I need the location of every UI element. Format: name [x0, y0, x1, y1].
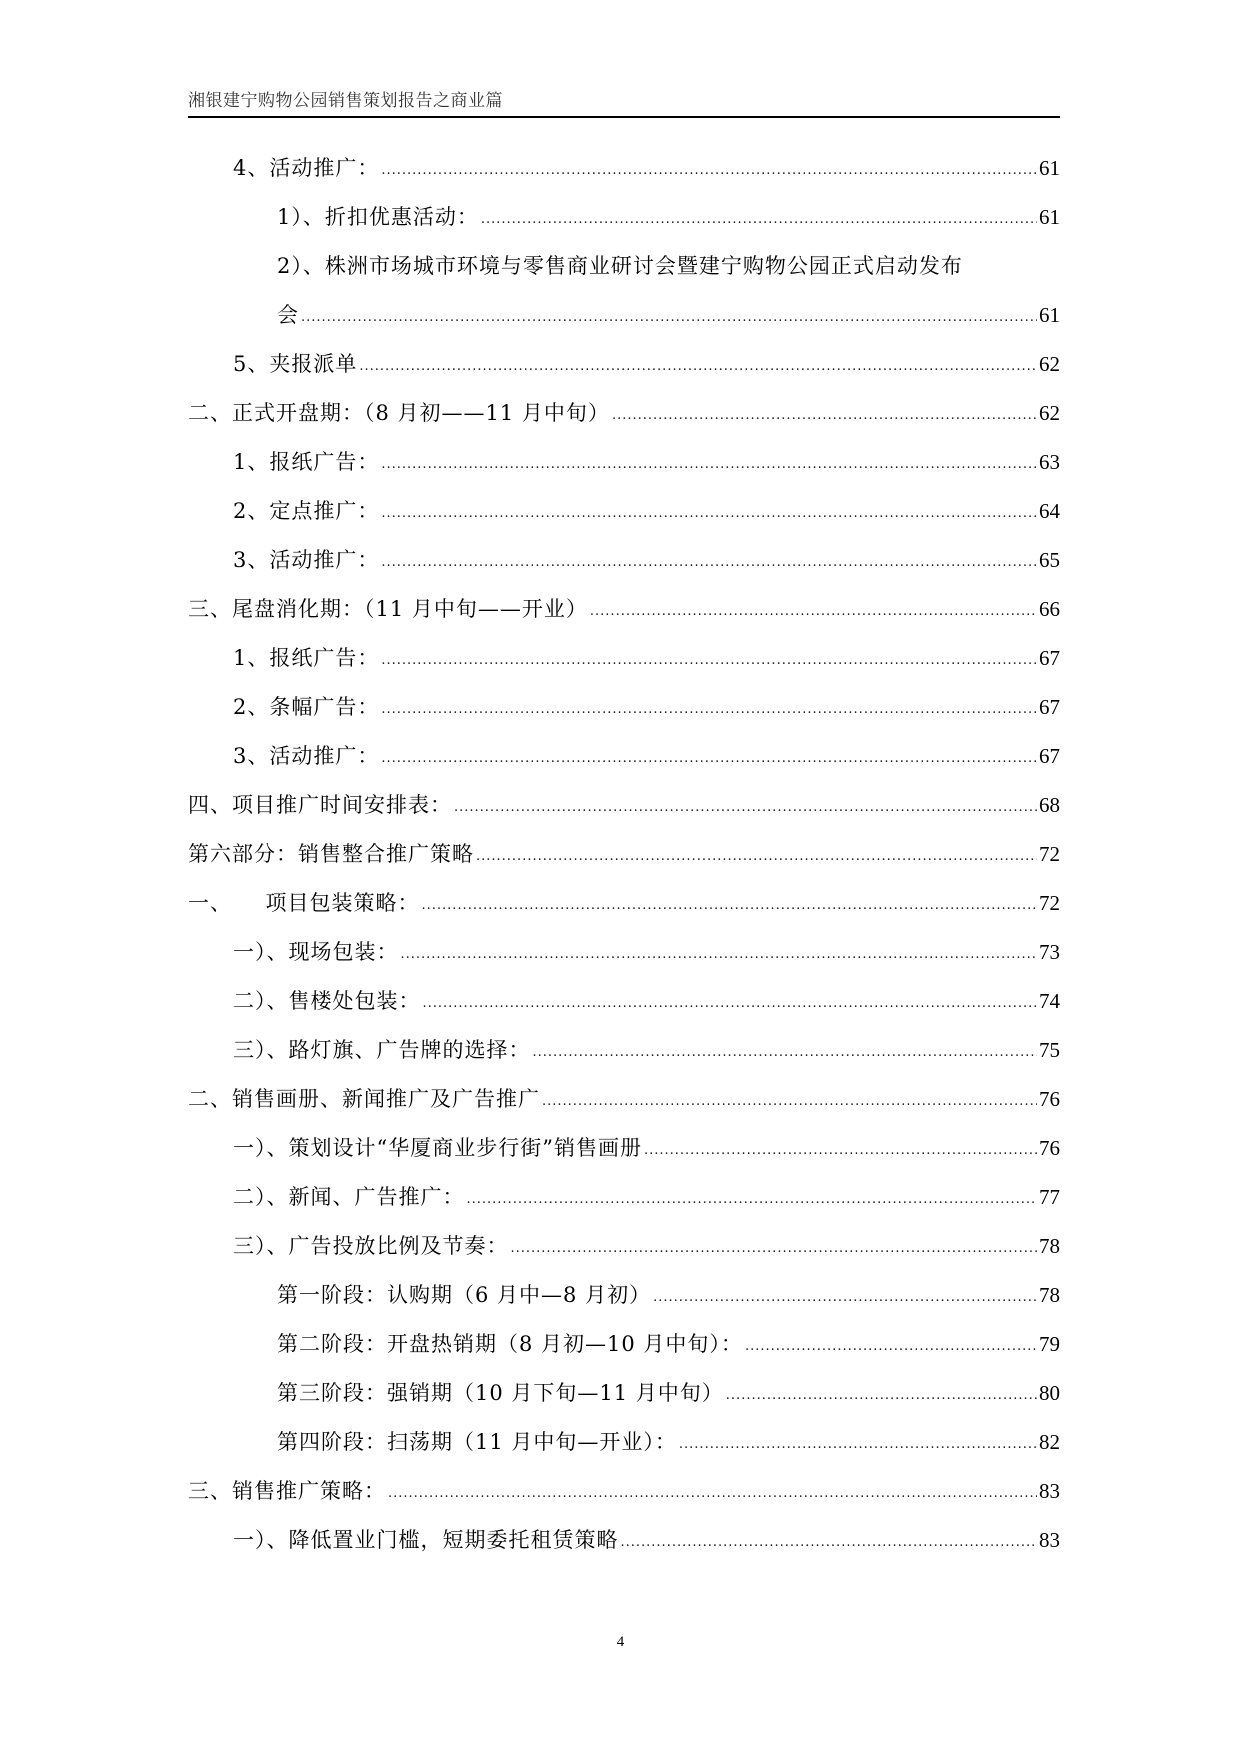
toc-entry[interactable]	[188, 597, 1060, 646]
toc-entry[interactable]	[188, 842, 1060, 891]
toc-dot-leader	[644, 1136, 1037, 1161]
toc-entry-title: 4、活动推广：	[233, 156, 380, 180]
toc-entry-page: 62	[1039, 401, 1060, 425]
toc-entry-page: 61	[1039, 303, 1060, 327]
toc-entry-title: 三）、广告投放比例及节奏：	[233, 1234, 509, 1258]
toc-entry[interactable]	[188, 303, 1060, 352]
toc-entry-page: 67	[1039, 646, 1060, 670]
toc-entry-title: 第二阶段：开盘热销期（8 月初—10 月中旬）：	[277, 1332, 743, 1356]
toc-entry-title: 1、报纸广告：	[233, 450, 380, 474]
toc-dot-leader	[423, 989, 1038, 1014]
toc-dot-leader	[422, 891, 1038, 916]
page-number: 4	[616, 1634, 625, 1650]
toc-entry[interactable]	[188, 1283, 1060, 1332]
toc-dot-leader	[467, 1185, 1038, 1210]
toc-entry[interactable]	[188, 744, 1060, 793]
toc-dot-leader	[542, 1087, 1037, 1112]
toc-entry[interactable]	[188, 1038, 1060, 1087]
toc-entry-page: 64	[1039, 499, 1060, 523]
toc-entry-title: 会	[277, 303, 299, 327]
toc-entry-title: 四、项目推广时间安排表：	[188, 793, 452, 817]
toc-entry-title: 三、销售推广策略：	[188, 1479, 386, 1503]
toc-entry[interactable]	[188, 1479, 1060, 1528]
toc-entry[interactable]	[188, 989, 1060, 1038]
toc-entry-page: 67	[1039, 695, 1060, 719]
toc-entry[interactable]	[188, 1136, 1060, 1185]
toc-dot-leader	[745, 1332, 1037, 1357]
toc-entry-title: 3、活动推广：	[233, 744, 380, 768]
toc-entry-page: 67	[1039, 744, 1060, 768]
toc-entry[interactable]	[188, 205, 1060, 254]
toc-dot-leader	[590, 597, 1037, 622]
toc-entry[interactable]	[188, 793, 1060, 842]
toc-entry-page: 68	[1039, 793, 1060, 817]
toc-entry-page: 61	[1039, 205, 1060, 229]
toc-entry-page: 65	[1039, 548, 1060, 572]
toc-dot-leader	[381, 156, 1037, 181]
toc-entry-page: 72	[1039, 891, 1060, 915]
toc-entry-title: 2、条幅广告：	[233, 695, 380, 719]
toc-entry-title: 1）、折扣优惠活动：	[277, 205, 479, 229]
toc-dot-leader	[612, 401, 1037, 426]
toc-entry[interactable]	[188, 401, 1060, 450]
toc-dot-leader	[381, 646, 1037, 671]
toc-entry[interactable]	[188, 1234, 1060, 1283]
toc-entry-title: 二、正式开盘期：（8 月初——11 月中旬）	[188, 401, 610, 425]
toc-entry-page: 62	[1039, 352, 1060, 376]
toc-entry[interactable]	[188, 940, 1060, 989]
toc-dot-leader	[476, 842, 1037, 867]
toc-entry-title: 1、报纸广告：	[233, 646, 380, 670]
toc-entry-title: 3、活动推广：	[233, 548, 380, 572]
toc-entry-page: 75	[1039, 1038, 1060, 1062]
toc-entry-title: 二、销售画册、新闻推广及广告推广	[188, 1087, 540, 1111]
toc-dot-leader	[381, 499, 1037, 524]
toc-entry-page: 77	[1039, 1185, 1060, 1209]
toc-entry-page: 78	[1039, 1234, 1060, 1258]
toc-entry[interactable]	[188, 1185, 1060, 1234]
toc-entry-page: 78	[1039, 1283, 1060, 1307]
toc-entry[interactable]	[188, 891, 1060, 940]
toc-entry-page: 66	[1039, 597, 1060, 621]
toc-entry[interactable]	[188, 450, 1060, 499]
toc-entry[interactable]	[188, 646, 1060, 695]
toc-dot-leader	[726, 1381, 1037, 1406]
toc-entry[interactable]	[188, 1381, 1060, 1430]
toc-entry-title: 二）、新闻、广告推广：	[233, 1185, 465, 1209]
toc-entry-page: 76	[1039, 1136, 1060, 1160]
header-title: 湘银建宁购物公园销售策划报告之商业篇	[188, 91, 503, 111]
toc-entry-title: 二）、售楼处包装：	[233, 989, 421, 1013]
table-of-contents	[188, 156, 1060, 1577]
toc-dot-leader	[388, 1479, 1037, 1504]
toc-entry-title: 第六部分：销售整合推广策略	[188, 842, 474, 866]
toc-entry-page: 83	[1039, 1528, 1060, 1552]
toc-dot-leader	[381, 450, 1037, 475]
toc-entry-page: 72	[1039, 842, 1060, 866]
toc-dot-leader	[401, 940, 1038, 965]
toc-entry-title: 5、夹报派单	[233, 352, 358, 376]
toc-entry-title: 2、定点推广：	[233, 499, 380, 523]
toc-entry-page: 74	[1039, 989, 1060, 1013]
toc-dot-leader	[679, 1430, 1037, 1455]
toc-entry-title: 一）、策划设计“华厦商业步行街”销售画册	[233, 1136, 642, 1160]
toc-entry-page: 79	[1039, 1332, 1060, 1356]
toc-dot-leader	[533, 1038, 1038, 1063]
toc-entry-title: 一）、现场包装：	[233, 940, 399, 964]
toc-entry[interactable]	[188, 1430, 1060, 1479]
toc-entry-page: 61	[1039, 156, 1060, 180]
toc-dot-leader	[511, 1234, 1038, 1259]
toc-dot-leader	[454, 793, 1037, 818]
toc-entry-page: 82	[1039, 1430, 1060, 1454]
toc-entry[interactable]	[188, 1087, 1060, 1136]
toc-entry-page: 80	[1039, 1381, 1060, 1405]
toc-dot-leader	[481, 205, 1037, 230]
toc-dot-leader	[381, 744, 1037, 769]
toc-entry[interactable]	[188, 1332, 1060, 1381]
toc-entry-title: 第三阶段：强销期（10 月下旬—11 月中旬）	[277, 1381, 724, 1405]
page-header	[188, 86, 1060, 118]
toc-entry[interactable]	[188, 156, 1060, 205]
toc-entry[interactable]	[188, 254, 1060, 303]
toc-entry[interactable]	[188, 695, 1060, 744]
toc-dot-leader	[653, 1283, 1037, 1308]
toc-entry[interactable]	[188, 1528, 1060, 1577]
toc-entry-title: 三）、路灯旗、广告牌的选择：	[233, 1038, 531, 1062]
toc-entry-title: 一、 项目包装策略：	[188, 891, 420, 915]
toc-dot-leader	[381, 548, 1037, 573]
toc-entry[interactable]	[188, 548, 1060, 597]
toc-entry[interactable]	[188, 499, 1060, 548]
toc-dot-leader	[301, 303, 1037, 328]
toc-entry-page: 83	[1039, 1479, 1060, 1503]
toc-entry-title: 三、尾盘消化期：（11 月中旬——开业）	[188, 597, 588, 621]
toc-entry[interactable]	[188, 352, 1060, 401]
toc-entry-title: 第四阶段：扫荡期（11 月中旬—开业）：	[277, 1430, 677, 1454]
toc-dot-leader	[381, 695, 1037, 720]
toc-entry-title: 2）、株洲市场城市环境与零售商业研讨会暨建宁购物公园正式启动发布	[277, 254, 963, 278]
toc-dot-leader	[359, 352, 1037, 377]
toc-entry-title: 一）、降低置业门槛，短期委托租赁策略	[233, 1528, 619, 1552]
toc-entry-page: 76	[1039, 1087, 1060, 1111]
toc-entry-title: 第一阶段：认购期（6 月中—8 月初）	[277, 1283, 652, 1307]
toc-entry-page: 73	[1039, 940, 1060, 964]
toc-entry-page: 63	[1039, 450, 1060, 474]
toc-dot-leader	[621, 1528, 1038, 1553]
